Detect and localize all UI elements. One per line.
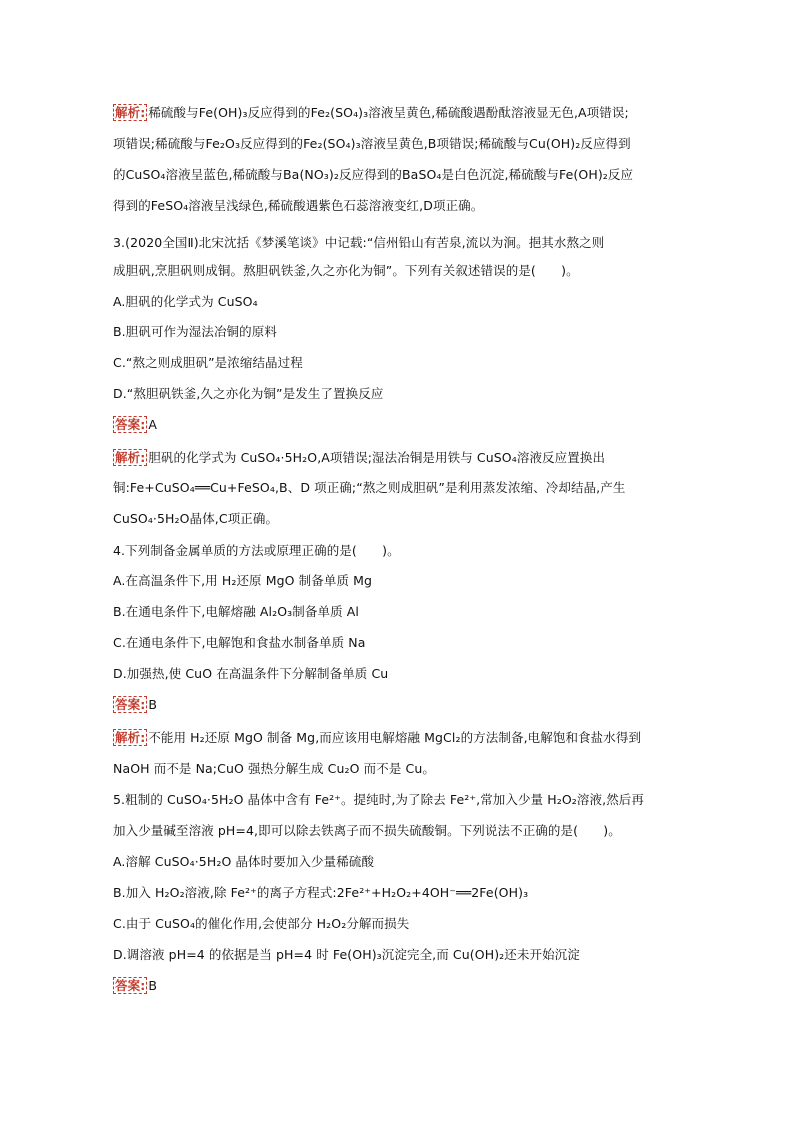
q3-analysis-line-2: 铜:Fe+CuSO₄══Cu+FeSO₄,B、D 项正确;“熬之则成胆矾”是利用蒸发浓缩、冷却结晶,产生 <box>113 480 626 495</box>
q4-answer <box>113 696 157 714</box>
q5-answer-value: B <box>148 978 157 993</box>
q3-option-c: C.“熬之则成胆矾”是浓缩结晶过程 <box>113 355 303 370</box>
q4-stem: 4.下列制备金属单质的方法或原理正确的是( )。 <box>113 543 400 558</box>
q5-option-d: D.调溶液 pH=4 的依据是当 pH=4 时 Fe(OH)₃沉淀完全,而 Cu(OH)₂还未开始沉淀 <box>113 947 580 962</box>
q4-option-b: B.在通电条件下,电解熔融 Al₂O₃制备单质 Al <box>113 604 359 619</box>
q2-analysis-line-1: 解析: 稀硫酸与Fe(OH)₃反应得到的Fe₂(SO₄)₃溶液呈黄色,稀硫酸遇酚酞溶液显无色,A项错误; <box>115 105 629 120</box>
q5-stem-line-2: 加入少量碱至溶液 pH=4,即可以除去铁离子而不损失硫酸铜。下列说法不正确的是( )。 <box>113 823 621 838</box>
q4-option-c: C.在通电条件下,电解饱和食盐水制备单质 Na <box>113 635 366 650</box>
q5-option-c: C.由于 CuSO₄的催化作用,会使部分 H₂O₂分解而损失 <box>113 916 410 931</box>
q3-answer <box>113 416 157 434</box>
analysis-label: 解析: <box>115 730 146 745</box>
analysis-label: 解析: <box>115 105 146 120</box>
q5-stem-line-1: 5.粗制的 CuSO₄·5H₂O 晶体中含有 Fe²⁺。提纯时,为了除去 Fe²⁺,常加入少量 H₂O₂溶液,然后再 <box>113 792 644 807</box>
q2-analysis-line-4: 得到的FeSO₄溶液呈浅绿色,稀硫酸遇紫色石蕊溶液变红,D项正确。 <box>113 198 484 213</box>
q3-option-a: A.胆矾的化学式为 CuSO₄ <box>113 294 258 309</box>
q3-analysis-line-3: CuSO₄·5H₂O晶体,C项正确。 <box>113 511 279 526</box>
q3-analysis-line-1: 解析: 胆矾的化学式为 CuSO₄·5H₂O,A项错误;湿法冶铜是用铁与 CuSO₄溶液反应置换出 <box>115 450 606 465</box>
q3-answer-value: A <box>148 417 157 432</box>
q5-answer <box>113 977 157 995</box>
q4-analysis-line-2: NaOH 而不是 Na;CuO 强热分解生成 Cu₂O 而不是 Cu。 <box>113 761 435 776</box>
q3-stem-line-2: 成胆矾,烹胆矾则成铜。熬胆矾铁釜,久之亦化为铜”。下列有关叙述错误的是( )。 <box>113 263 579 278</box>
answer-label: 答案: <box>115 417 146 432</box>
q3-stem-line-1: 3.(2020全国Ⅱ)北宋沈括《梦溪笔谈》中记载:“信州铅山有苦泉,流以为涧。挹其水熬之则 <box>113 235 605 250</box>
q4-option-d: D.加强热,使 CuO 在高温条件下分解制备单质 Cu <box>113 666 389 681</box>
answer-label: 答案: <box>115 697 146 712</box>
q4-option-a: A.在高温条件下,用 H₂还原 MgO 制备单质 Mg <box>113 573 373 588</box>
q4-analysis-line-1: 解析: 不能用 H₂还原 MgO 制备 Mg,而应该用电解熔融 MgCl₂的方法制备,电解饱和食盐水得到 <box>115 730 642 745</box>
q5-option-b: B.加入 H₂O₂溶液,除 Fe²⁺的离子方程式:2Fe²⁺+H₂O₂+4OH⁻══2Fe(OH)₃ <box>113 885 529 900</box>
q5-option-a: A.溶解 CuSO₄·5H₂O 晶体时要加入少量稀硫酸 <box>113 854 375 869</box>
analysis-label: 解析: <box>115 450 146 465</box>
q3-option-b: B.胆矾可作为湿法冶铜的原料 <box>113 324 277 339</box>
q3-option-d: D.“熬胆矾铁釜,久之亦化为铜”是发生了置换反应 <box>113 386 384 401</box>
q2-analysis-line-3: 的CuSO₄溶液呈蓝色,稀硫酸与Ba(NO₃)₂反应得到的BaSO₄是白色沉淀,稀硫酸与Fe(OH)₂反应 <box>113 167 634 182</box>
q4-answer-value: B <box>148 697 157 712</box>
answer-label: 答案: <box>115 978 146 993</box>
q2-analysis-line-2: 项错误;稀硫酸与Fe₂O₃反应得到的Fe₂(SO₄)₃溶液呈黄色,B项错误;稀硫酸与Cu(OH)₂反应得到 <box>113 136 631 151</box>
